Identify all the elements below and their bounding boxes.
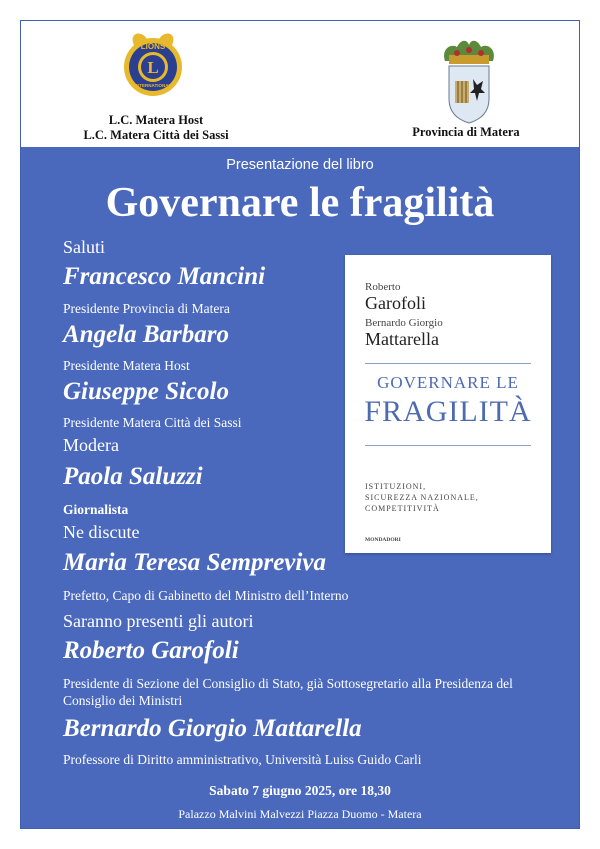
moderator-role: Giornalista [63, 502, 129, 517]
speaker-role: Presidente Provincia di Matera [63, 301, 230, 316]
book-publisher: MONDADORI [365, 537, 401, 543]
author-role: Presidente di Sezione del Consiglio di Stato, già Sottosegretario alla Presidenza del Consiglio dei Ministri [63, 676, 513, 708]
discussant-name: Maria Teresa Sempreviva [63, 549, 326, 576]
book-subtitle-line: ISTITUZIONI, [365, 482, 427, 491]
lions-logo-bottom-text: INTERNATIONAL [134, 83, 172, 88]
book-author1-first: Roberto [365, 281, 401, 293]
speaker-role: Presidente Matera Host [63, 358, 190, 373]
book-cover [345, 255, 551, 553]
book-author2-last: Mattarella [365, 329, 439, 349]
speaker-name: Giuseppe Sicolo [63, 378, 229, 405]
author-name: Bernardo Giorgio Mattarella [63, 715, 362, 742]
book-author2-first: Bernardo Giorgio [365, 317, 443, 329]
lions-logo-top-text: LIONS [140, 42, 166, 51]
book-subtitle-line: COMPETITIVITÀ [365, 504, 440, 513]
header [21, 21, 579, 147]
discussant-label: Ne discute [63, 522, 140, 542]
lions-logo-letter: L [147, 58, 159, 77]
book-divider [365, 445, 531, 446]
greetings-label: Saluti [63, 237, 106, 257]
lions-club-host: L.C. Matera Host [108, 113, 204, 127]
book-subtitle-line: SICUREZZA NAZIONALE, [365, 493, 479, 502]
book-author1-last: Garofoli [365, 293, 426, 313]
speaker-name: Francesco Mancini [63, 263, 266, 290]
event-place: Palazzo Malvini Malvezzi Piazza Duomo - Matera [178, 807, 422, 821]
lions-logo-icon [121, 29, 185, 103]
book-divider [365, 363, 531, 364]
moderator-label: Modera [63, 435, 119, 455]
book-subtitle [365, 481, 479, 514]
speaker-name: Angela Barbaro [63, 321, 230, 348]
author-name: Roberto Garofoli [63, 637, 239, 664]
province-crest-icon [437, 35, 501, 125]
poster [20, 20, 580, 829]
event-date: Sabato 7 giugno 2025, ore 18,30 [209, 783, 391, 798]
event-title: Governare le fragilità [105, 180, 495, 226]
lions-club-sassi: L.C. Matera Città dei Sassi [83, 128, 229, 142]
authors-label: Saranno presenti gli autori [63, 611, 254, 631]
speaker-role: Presidente Matera Città dei Sassi [63, 415, 242, 430]
book-title-line2: FRAGILITÀ [364, 395, 532, 428]
moderator-name: Paola Saluzzi [63, 463, 203, 490]
event-panel [21, 147, 579, 828]
author-role: Professore di Diritto amministrativo, Università Luiss Guido Carli [63, 752, 422, 767]
book-title-line1: GOVERNARE LE [377, 373, 519, 392]
province-name: Provincia di Matera [412, 125, 520, 139]
lions-clubs [61, 113, 251, 143]
discussant-role: Prefetto, Capo di Gabinetto del Ministro dell’Interno [63, 588, 349, 603]
event-subtitle: Presentazione del libro [226, 157, 374, 173]
